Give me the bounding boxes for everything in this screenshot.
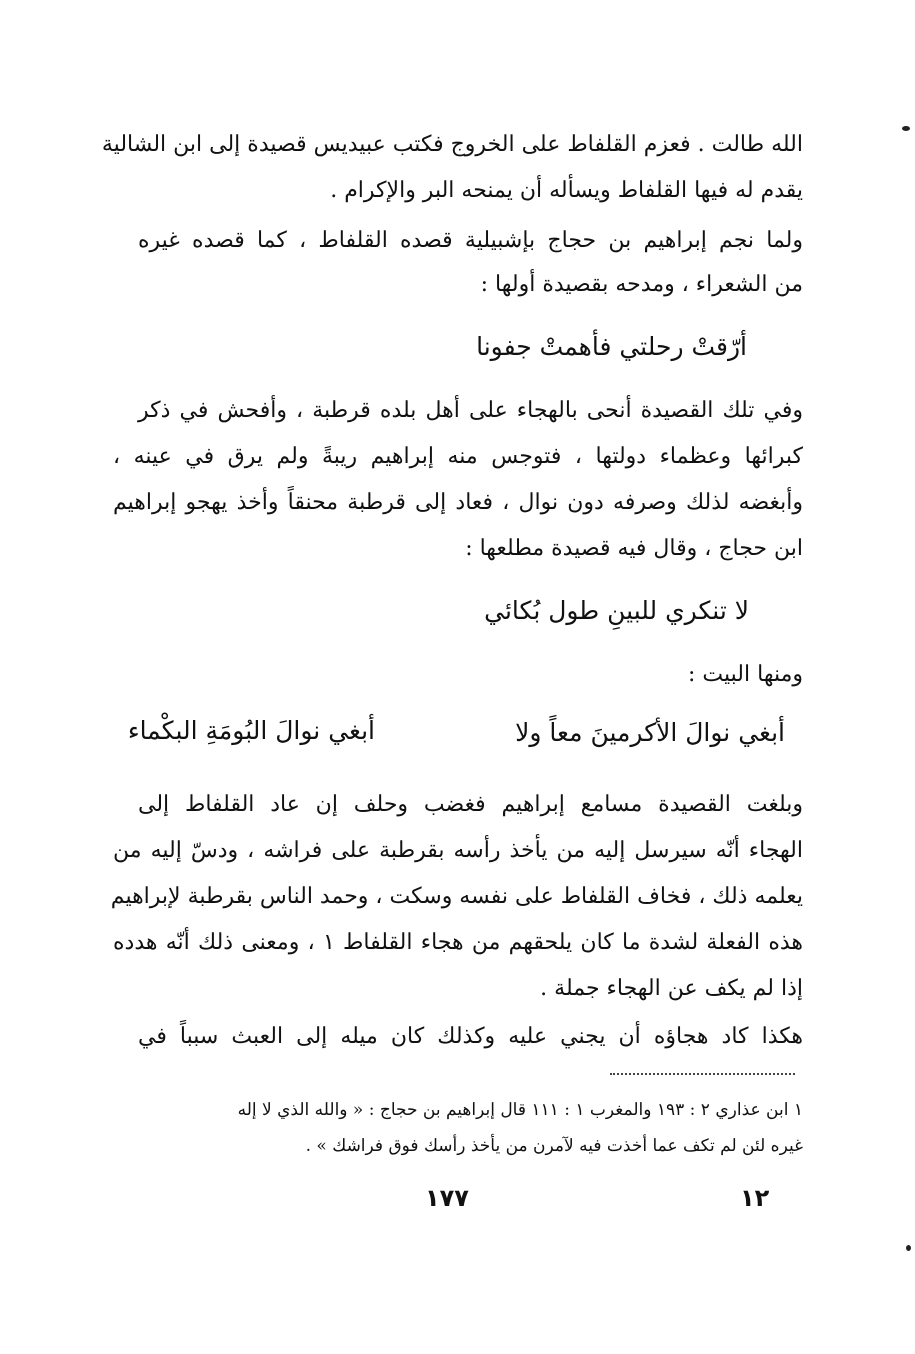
body-line: وبلغت القصيدة مسامع إبراهيم فغضب وحلف إن عاد القلفاط إلى <box>138 792 803 817</box>
body-line: من الشعراء ، ومدحه بقصيدة أولها : <box>480 272 803 297</box>
scan-speck <box>902 126 910 131</box>
body-line: وفي تلك القصيدة أنحى بالهجاء على أهل بلده قرطبة ، وأفحش في ذكر <box>138 398 803 423</box>
body-line: هذه الفعلة لشدة ما كان يلحقهم من هجاء القلفاط ١ ، ومعنى ذلك أنّه هدده <box>113 930 804 955</box>
page-number-right: ١٢ <box>740 1184 770 1212</box>
verse-line: لا تنكري للبينِ طول بُكائي <box>484 596 749 625</box>
verse-line: أرّقتْ رحلتي فأهمتْ جفونا <box>476 332 747 361</box>
verse-second-hemistich: أبغي نوالَ البُومَةِ البكْماء <box>127 716 375 745</box>
body-line: هكذا كاد هجاؤه أن يجني عليه وكذلك كان ميله إلى العبث سبباً في <box>138 1024 803 1049</box>
verse-first-hemistich: أبغي نوالَ الأكرمينَ معاً ولا <box>515 718 785 747</box>
body-line: الله طالت . فعزم القلفاط على الخروج فكتب عبيديس قصيدة إلى ابن الشالية <box>101 132 803 157</box>
body-line: الهجاء أنّه سيرسل إليه من يأخذ رأسه بقرطبة على فراشه ، ودسّ إليه من <box>113 838 803 863</box>
body-line: وأبغضه لذلك وصرفه دون نوال ، فعاد إلى قرطبة محنقاً وأخذ يهجو إبراهيم <box>113 490 803 515</box>
page-number-left: ١٧٧ <box>425 1184 469 1212</box>
scan-speck <box>906 1245 911 1251</box>
body-line: إذا لم يكف عن الهجاء جملة . <box>540 976 803 1001</box>
body-line: يعلمه ذلك ، فخاف القلفاط على نفسه وسكت ، وحمد الناس بقرطبة لإبراهيم <box>110 884 803 909</box>
body-line: ومنها البيت : <box>688 662 803 687</box>
body-line: كبرائها وعظماء دولتها ، فتوجس منه إبراهيم ريبةً ولم يرق في عينه ، <box>113 444 803 469</box>
footnote-line: ١ ابن عذاري ٢ : ١٩٣ والمغرب ١ : ١١١ قال إبراهيم بن حجاج : « والله الذي لا إله <box>237 1100 803 1120</box>
footnote-line: غيره لئن لم تكف عما أخذت فيه لآمرن من يأخذ رأسك فوق فراشك » . <box>305 1136 803 1156</box>
body-line: ولما نجم إبراهيم بن حجاج بإشبيلية قصده القلفاط ، كما قصده غيره <box>138 228 803 253</box>
body-line: ابن حجاج ، وقال فيه قصيدة مطلعها : <box>465 536 803 561</box>
body-line: يقدم له فيها القلفاط ويسأله أن يمنحه البر والإكرام . <box>330 178 803 203</box>
footnote-separator <box>610 1073 795 1075</box>
